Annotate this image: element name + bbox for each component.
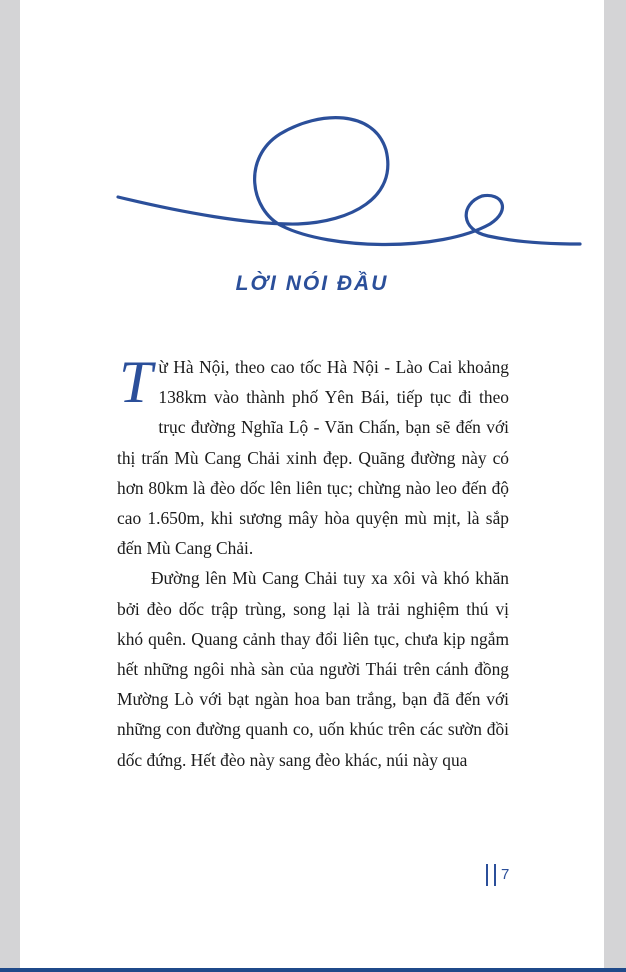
page-number-marker (486, 864, 496, 886)
paragraph-1-text: ừ Hà Nội, theo cao tốc Hà Nội - Lào Cai khoảng 138km vào thành phố Yên Bái, tiếp tục đi theo trục đường Nghĩa Lộ - Văn Chấn, bạn sẽ đến với thị trấn Mù Cang Chải xinh đẹp. Quãng đường này có hơn 80km là đèo dốc lên liên tục; chừng nào leo đến độ cao 1.650m, khi sương mây hòa quyện mù mịt, là sắp đến Mù Cang Chải. (117, 357, 509, 559)
body-text (117, 349, 509, 775)
chapter-title: LỜI NÓI ĐẦU (235, 272, 389, 295)
book-page (20, 0, 604, 968)
paragraph-2: Đường lên Mù Cang Chải tuy xa xôi và khó khăn bởi đèo dốc trập trùng, song lại là trải nghiệm thú vị khó quên. Quang cảnh thay đổi liên tục, chưa kịp ngắm hết những ngôi nhà sàn của người Thái trên cánh đồng Mường Lò với bạt ngàn hoa ban trắng, bạn đã đến với những con đường quanh co, uốn khúc trên các sườn đồi dốc đứng. Hết đèo này sang đèo khác, núi này qua (117, 568, 509, 770)
bottom-border (0, 968, 626, 972)
swirl-stroke (118, 118, 580, 245)
paragraph-1 (117, 349, 509, 563)
drop-cap: T (119, 349, 153, 415)
decorative-swirl (20, 0, 604, 280)
page-number: 7 (501, 866, 510, 883)
